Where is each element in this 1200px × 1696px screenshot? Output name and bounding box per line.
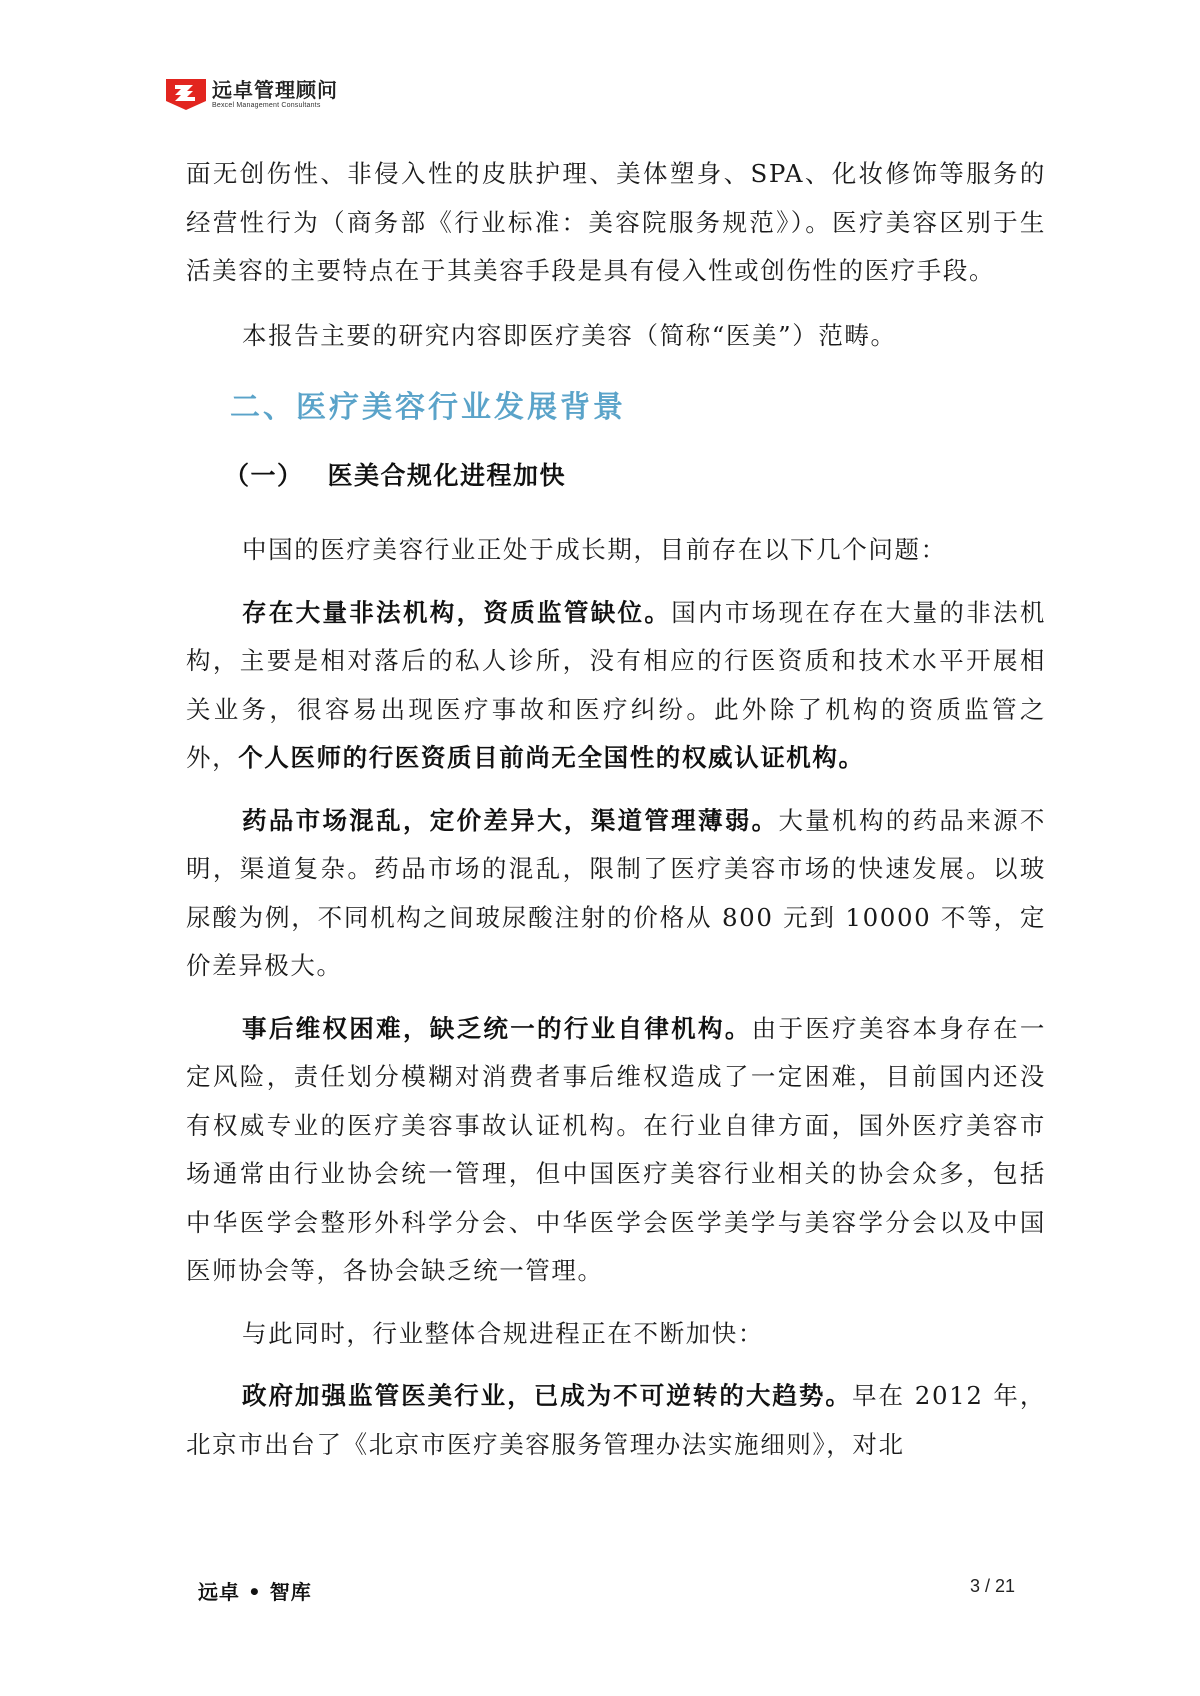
- page-number: 3 / 21: [970, 1576, 1016, 1596]
- company-name: 远卓管理顾问: [212, 77, 338, 102]
- paragraph-text: 由于医疗美容本身存在一定风险，责任划分模糊对消费者事后维权造成了一定困难，目前国内还没有权威专业的医疗美容事故认证机构。在行业自律方面，国外医疗美容市场通常由行业协会统一管理，但中国医疗美容行业相关的协会众多，包括中华医学会整形外科学分会、中华医学会医学美学与美容学分会以及中国医师协会等，各协会缺乏统一管理。: [186, 1013, 1046, 1285]
- paragraph-government: [186, 1372, 1046, 1469]
- bold-lead: 存在大量非法机构，资质监管缺位。: [242, 597, 672, 627]
- subsection-title: 医美合规化进程加快: [327, 461, 567, 490]
- page-content: [186, 150, 1046, 1483]
- subsection-heading: [224, 458, 1046, 494]
- paragraph-definition: 面无创伤性、非侵入性的皮肤护理、美体塑身、SPA、化妆修饰等服务的经营性行为（商务部《行业标准：美容院服务规范》）。医疗美容区别于生活美容的主要特点在于其美容手段是具有侵入性或创伤性的医疗手段。: [186, 159, 1046, 285]
- paragraph-rights-protection: [186, 1005, 1046, 1296]
- bold-lead: 事后维权困难，缺乏统一的行业自律机构。: [242, 1013, 752, 1043]
- company-subtitle: Bexcel Management Consultants: [212, 101, 321, 109]
- section-heading: 二、医疗美容行业发展背景: [230, 390, 626, 425]
- paragraph-scope: 本报告主要的研究内容即医疗美容（简称“医美”）范畴。: [242, 320, 897, 350]
- page-header: [164, 74, 338, 114]
- paragraph-drug-market: [186, 797, 1046, 991]
- paragraph-text: 大量机构的药品来源不明，渠道复杂。药品市场的混乱，限制了医疗美容市场的快速发展。以玻尿酸为例，不同机构之间玻尿酸注射的价格从 800 元到 10000 不等，定价差异极大。: [186, 805, 1047, 980]
- paragraph-compliance: 与此同时，行业整体合规进程正在不断加快：: [242, 1318, 764, 1348]
- bold-emphasis: 个人医师的行医资质目前尚无全国性的权威认证机构。: [238, 743, 865, 772]
- yuanzhuo-logo-icon: [164, 77, 208, 111]
- paragraph-text: 早在 2012 年，北京市出台了《北京市医疗美容服务管理办法实施细则》，对北: [186, 1381, 1046, 1459]
- subsection-number: （一）: [224, 461, 304, 490]
- paragraph-text: 国内市场现在存在大量的非法机构，主要是相对落后的私人诊所，没有相应的行医资质和技术水平开展相关业务，很容易出现医疗事故和医疗纠纷。此外除了机构的资质监管之外，: [186, 597, 1046, 772]
- bold-lead: 药品市场混乱，定价差异大，渠道管理薄弱。: [242, 805, 779, 835]
- footer-brand: 远卓 • 智库: [198, 1580, 312, 1604]
- paragraph-intro: 中国的医疗美容行业正处于成长期，目前存在以下几个问题：: [242, 535, 947, 564]
- bold-lead: 政府加强监管医美行业，已成为不可逆转的大趋势。: [242, 1381, 852, 1410]
- paragraph-illegal-institutions: [186, 589, 1046, 783]
